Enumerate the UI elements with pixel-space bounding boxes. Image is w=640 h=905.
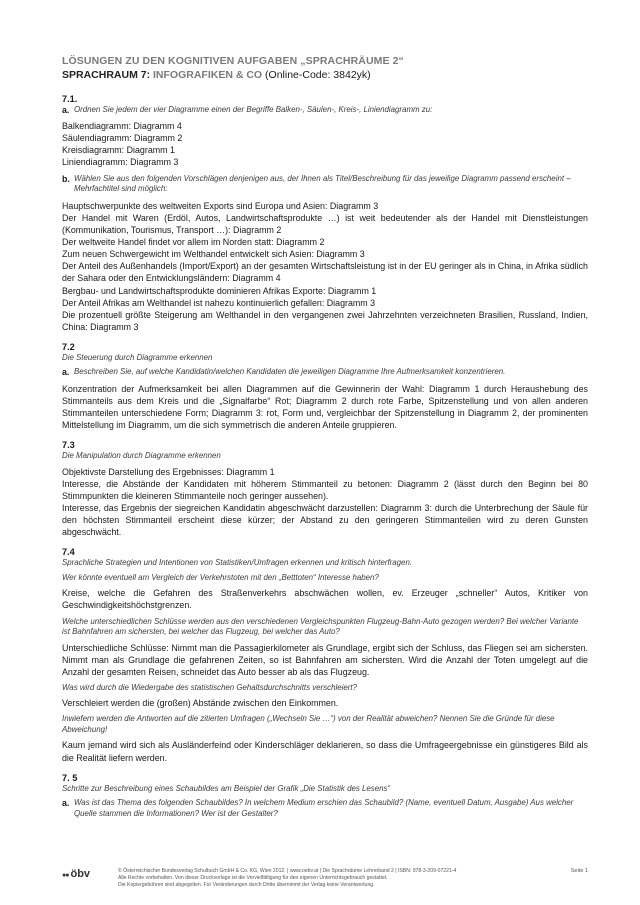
section-7-5-title: Schritte zur Beschreibung eines Schaubildes am Beispiel der Grafik „Die Statistik des Lesens“: [62, 783, 391, 793]
answer-line: Interesse, die Abstände der Kandidaten mit höherem Stimmanteil zu betonen: Diagramm 2 (lässt durch den Beginn bei 80 Stimmpunkten die kleineren Stimmanteile noch geringer aussehen).: [62, 478, 588, 501]
section-7-4-number: 7.4: [62, 547, 75, 558]
task-7-1-b: [62, 174, 588, 195]
answer-line: Kreisdiagramm: Diagramm 1: [62, 144, 175, 155]
copyright-notice: [118, 868, 538, 889]
question-1: Wer könnte eventuell am Vergleich der Verkehrstoten mit den „Betttoten“ Interesse haben?: [62, 572, 379, 582]
copyright-line-1: © Österreichischer Bundesverlag Schulbuch GmbH & Co. KG, Wien 2012. | www.oebv.at | Die Sprachräume Lehrerband 2 | ISBN: 978-3-209-07221-4: [118, 868, 457, 874]
answer-line: Hauptschwerpunkte des weltweiten Exports sind Europa und Asien: Diagramm 3: [62, 200, 379, 211]
answer-line: Zum neuen Schwergewicht im Welthandel entwickelt sich Asien: Diagramm 3: [62, 249, 365, 260]
answer-3: Verschleiert werden die (großen) Abstände zwischen den Einkommen.: [62, 698, 339, 709]
document-title: LÖSUNGEN ZU DEN KOGNITIVEN AUFGABEN „SPRACHRÄUME 2“: [62, 55, 404, 67]
answer-paragraph: Konzentration der Aufmerksamkeit bei allen Diagrammen auf die Gewinnerin der Wahl: Diagramm 1 durch Heraushebung des Stimmanteils aus dem Kreis und die „Signalfarbe“ Rot; Diagramm 2 durch rote Farbe, Spitzenstellung und von allen anderen Stimmanteilen unterschiedene Form; Diagramm 3: rot, Form und, vergleichbar der Spitzenstellung in Diagramm 2, der prominenten Mittelstellung im Diagramm, um die sich symmetrisch die anderen Anteile gruppieren.: [62, 383, 588, 431]
task-question: Beschreiben Sie, auf welche Kandidatin/welchen Kandidaten die jeweiligen Diagramme Ihre Aufmerksamkeit konzentrieren.: [74, 367, 506, 377]
copyright-line-2: Alle Rechte vorbehalten. Von dieser Druckvorlage ist die Vervielfältigung für den eigenen Unterrichtsgebrauch gestattet.: [118, 875, 388, 881]
answer-line: Interesse, das Ergebnis der siegreichen Kandidatin abgeschwächt darzustellen: Diagramm 3: durch die Unterbrechung der Säule für den höchsten Stimmanteil erscheint diese kürzer; der Abstand zu den geringeren Stimmanteilen wird zu deren Gunsten abgeschwächt.: [62, 503, 588, 538]
answer-line: Liniendiagramm: Diagramm 3: [62, 156, 179, 167]
question-2: Welche unterschiedlichen Schlüsse werden aus den verschiedenen Vergleichspunkten Flugzeug-Bahn-Auto gezogen werden? Bei welcher Variante ist Bahnfahren am sichersten, bei welcher das Flugzeug, bei welcher das Auto?: [62, 616, 579, 637]
task-question: Was ist das Thema des folgenden Schaubildes? In welchem Medium erschien das Schaubild? (Name, eventuell Datum, Ausgabe) Aus welcher Quelle stammen die Informationen? Wer ist der Gestalter?: [74, 798, 574, 818]
section-7-5-number: 7. 5: [62, 772, 78, 783]
section-7-3-number: 7.3: [62, 440, 75, 451]
task-letter: a.: [62, 105, 70, 115]
answer-4: Kaum jemand wird sich als Ausländerfeind oder Kinderschläger deklarieren, so dass die Umfrageergebnisse ein günstigeres Bild als die Realität liefern werden.: [62, 740, 588, 763]
answer-line: Der weltweite Handel findet vor allem im Norden statt: Diagramm 2: [62, 237, 325, 248]
section-7-2-title: Die Steuerung durch Diagramme erkennen: [62, 352, 213, 362]
subtitle-online-code: (Online-Code: 3842yk): [265, 69, 371, 81]
subtitle-chapter: SPRACHRAUM 7:: [62, 69, 151, 81]
answer-line: Bergbau- und Landwirtschaftsprodukte dominieren Afrikas Exporte: Diagramm 1: [62, 285, 377, 296]
answer-1: Kreise, welche die Gefahren des Straßenverkehrs abschwächen wollen, ev. Erzeuger „schneller“ Autos, Kritiker von Geschwindigkeitshöchstgrenzen.: [62, 588, 588, 611]
page-number: Seite 1: [570, 868, 588, 874]
section-7-3-title: Die Manipulation durch Diagramme erkennen: [62, 451, 221, 461]
answer-line: Säulendiagramm: Diagramm 2: [62, 132, 183, 143]
document-page: [62, 55, 588, 819]
question-4: Inwiefern werden die Antworten auf die zitierten Umfragen („Wechseln Sie …“) von der Realität abweichen? Nennen Sie die Gründe für diese Abweichung!: [62, 714, 555, 734]
copyright-line-3: Die Kopiergebühren sind abgegolten. Für Veränderungen durch Dritte übernimmt der Verlag keine Verantwortung.: [118, 882, 375, 888]
task-7-2-a: [62, 367, 588, 378]
task-7-5-a: [62, 798, 588, 819]
question-3: Was wird durch die Wiedergabe des statistischen Gehaltsdurchschnitts verschleiert?: [62, 682, 357, 692]
task-letter: a.: [62, 798, 70, 809]
publisher-logo: [62, 868, 90, 880]
answer-line: Der Handel mit Waren (Erdöl, Autos, Landwirtschaftsprodukte …) ist weit bedeutender als der Handel mit Dienstleistungen (Kommunikation, Tourismus, Transport …): Diagramm 2: [62, 212, 588, 236]
publisher-logo-text: öbv: [70, 868, 91, 880]
task-7-1-a: [62, 105, 588, 116]
task-question: Wählen Sie aus den folgenden Vorschlägen denjenigen aus, der Ihnen als Titel/Beschreibung für das jeweilige Diagramm passend erscheint – Mehrfachtitel sind möglich:: [74, 173, 571, 194]
section-7-2-number: 7.2: [62, 341, 75, 352]
page-footer: [62, 862, 588, 896]
task-question: Ordnen Sie jedem der vier Diagramme einen der Begriffe Balken-, Säulen-, Kreis-, Liniendiagramm zu:: [74, 105, 433, 114]
answer-line: Der Anteil Afrikas am Welthandel ist nahezu kontinuierlich gefallen: Diagramm 3: [62, 297, 376, 308]
subtitle-topic: INFOGRAFIKEN & CO: [153, 69, 263, 81]
answer-line: Balkendiagramm: Diagramm 4: [62, 120, 182, 131]
section-7-4-title: Sprachliche Strategien und Intentionen von Statistiken/Umfragen erkennen und kritisch hinterfragen.: [62, 558, 413, 568]
answer-2: Unterschiedliche Schlüsse: Nimmt man die Passagierkilometer als Grundlage, ergibt sich der Schluss, das Fliegen sei am sichersten. Nimmt man als Grundlage die gefahrenen Zeiten, so ist Bahnfahren am sichersten. Wird die Anzahl der Toten umgelegt auf die Anzahl der gesamten Reisen, schneidet das Auto besser ab als das Flugzeug.: [62, 642, 588, 677]
task-letter: a.: [62, 367, 70, 378]
answer-line: Die prozentuell größte Steigerung am Welthandel in den vergangenen zwei Jahrzehnten verzeichneten Brasilien, Russland, Indien, China: Diagramm 3: [62, 309, 588, 332]
logo-dots-icon: ●●: [62, 872, 69, 879]
task-letter: b.: [62, 173, 70, 184]
section-7-1-number: 7.1.: [62, 94, 78, 104]
answer-line: Der Anteil des Außenhandels (Import/Export) an der gesamten Wirtschaftsleistung ist in der EU geringer als in China, in Afrika südlich der Sahara oder den Entwicklungsländern: Diagramm 4: [62, 261, 588, 284]
answer-line: Objektivste Darstellung des Ergebnisses: Diagramm 1: [62, 466, 275, 477]
document-subtitle: [62, 68, 588, 82]
